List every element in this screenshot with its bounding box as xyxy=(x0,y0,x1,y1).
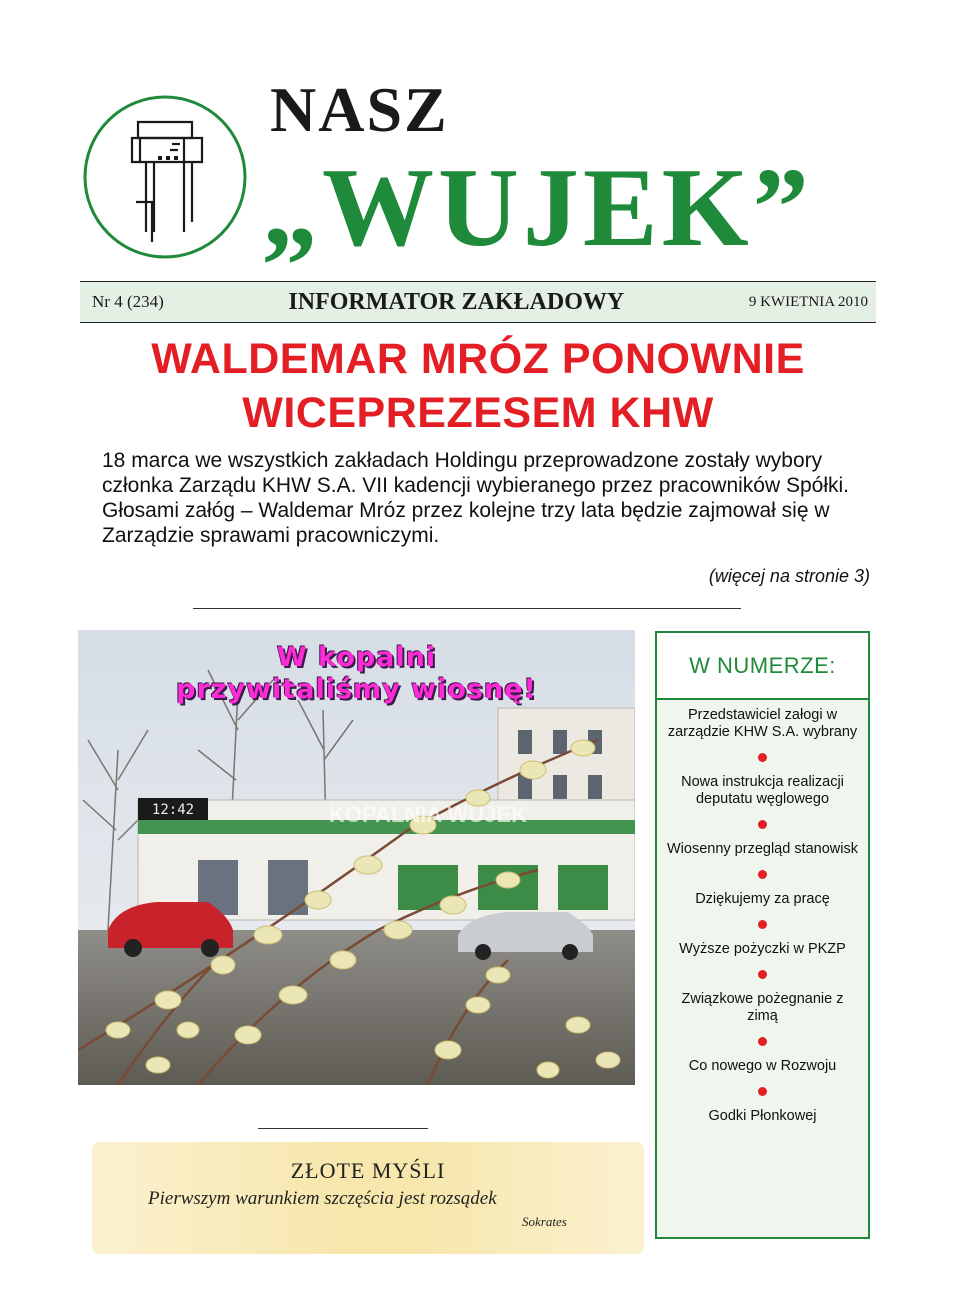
cover-photo xyxy=(78,630,635,1085)
contents-item: Godki Płonkowej xyxy=(708,1108,817,1124)
contents-item: Wyższe pożyczki w PKZP xyxy=(679,941,846,957)
more-link: (więcej na stronie 3) xyxy=(708,566,870,586)
golden-thoughts-author: Sokrates xyxy=(522,1214,567,1229)
golden-thoughts-title: ZŁOTE MYŚLI xyxy=(290,1158,446,1183)
bullet-dot-icon xyxy=(758,920,767,929)
issue-date: 9 KWIETNIA 2010 xyxy=(748,293,868,310)
contents-item: Wiosenny przegląd stanowisk xyxy=(666,841,858,857)
lead-paragraph: Głosami załóg – Waldemar Mróz przez kolejne trzy lata będzie zajmował się w Zarządzie sprawami pracowniczymi. xyxy=(102,499,830,547)
photo-caption-line: przywitaliśmy wiosnę! xyxy=(176,674,537,705)
divider xyxy=(258,1128,428,1129)
contents-item: Przedstawiciel załogi w zarządzie KHW S.A. wybrany xyxy=(667,707,858,740)
contents-box xyxy=(655,631,870,1239)
issue-number: Nr 4 (234) xyxy=(92,292,164,311)
divider xyxy=(80,322,876,323)
lead-paragraph: 18 marca we wszystkich zakładach Holdingu przeprowadzone zostały wybory członka Zarządu KHW S.A. VII kadencji wybieranego przez pracowników Spółki. xyxy=(102,449,849,497)
contents-item: Co nowego w Rozwoju xyxy=(688,1058,837,1074)
headline-line: WALDEMAR MRÓZ PONOWNIE xyxy=(151,335,805,383)
headline-line: WICEPREZESEM KHW xyxy=(242,389,714,437)
masthead-title-main: „WUJEK” xyxy=(262,146,813,270)
contents-list xyxy=(657,707,868,1125)
photo-caption xyxy=(78,642,635,706)
contents-item: Dziękujemy za pracę xyxy=(695,891,830,907)
mine-headframe-icon xyxy=(80,92,250,262)
contents-item: Związkowe pożegnanie z zimą xyxy=(681,991,844,1024)
contents-title: W NUMERZE: xyxy=(689,653,836,678)
bullet-dot-icon xyxy=(758,1087,767,1096)
page-headline xyxy=(80,332,876,440)
masthead-title-top: NASZ xyxy=(270,74,449,145)
photo-caption-line: W kopalni xyxy=(276,642,437,673)
issue-subtitle: INFORMATOR ZAKŁADOWY xyxy=(288,288,625,315)
golden-thoughts-box xyxy=(92,1142,644,1254)
bullet-dot-icon xyxy=(758,1037,767,1046)
contents-header xyxy=(657,633,868,700)
lead-text xyxy=(102,448,872,548)
golden-thoughts-quote: Pierwszym warunkiem szczęścia jest rozsądek xyxy=(148,1188,497,1209)
bullet-dot-icon xyxy=(758,753,767,762)
bullet-dot-icon xyxy=(758,870,767,879)
building-sign: KOPALNIA WUJEK xyxy=(329,802,527,827)
clock-display: 12:42 xyxy=(151,802,195,818)
contents-item: Nowa instrukcja realizacji deputatu węglowego xyxy=(681,774,844,807)
issue-bar xyxy=(80,282,876,322)
divider xyxy=(193,608,741,609)
bullet-dot-icon xyxy=(758,820,767,829)
bullet-dot-icon xyxy=(758,970,767,979)
